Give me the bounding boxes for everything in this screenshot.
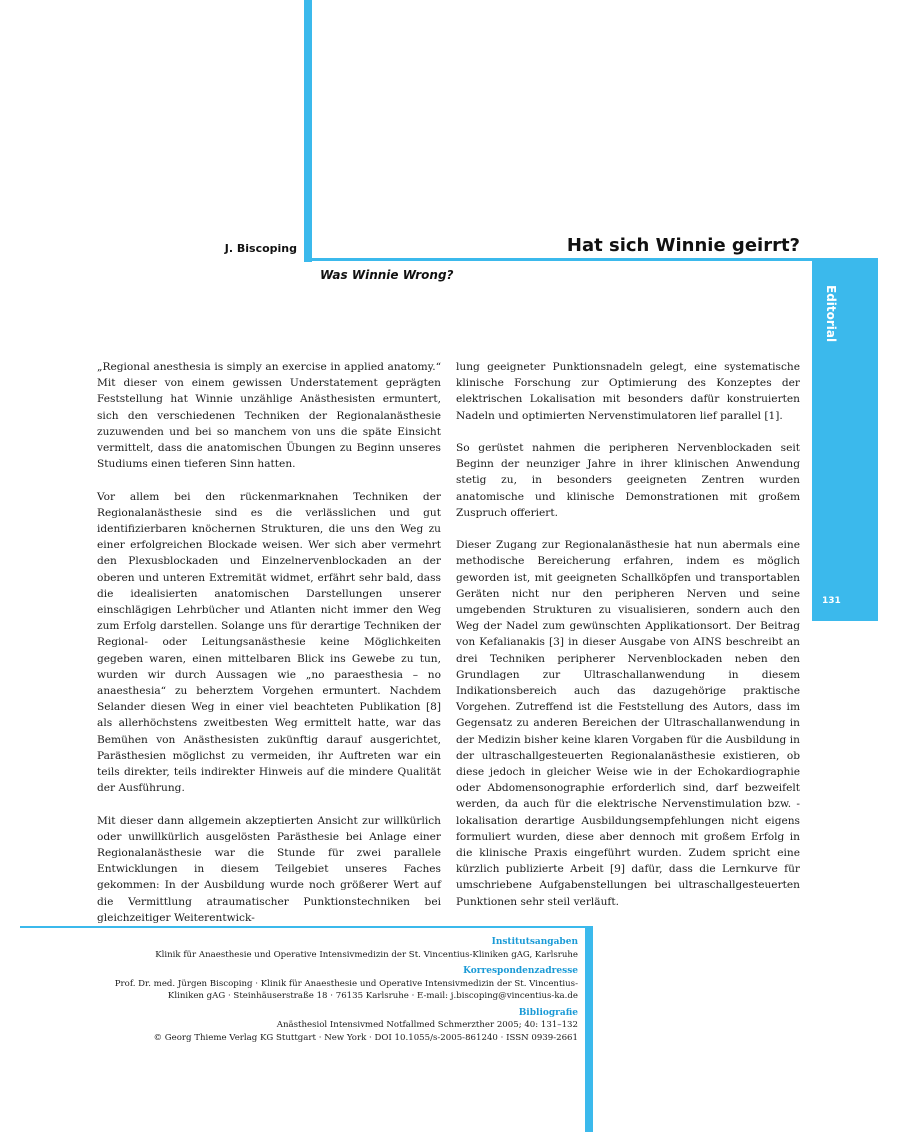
footer-rule — [20, 926, 588, 928]
section-label — [822, 285, 840, 355]
paragraph: Dieser Zugang zur Regionalanästhesie hat nun abermals eine methodische Bereicherung erfahren, indem es möglich geworden ist, mit geeigneten Schallköpfen und transportablen Geräten nicht nur den peripheren Nerven und seine umgebenden Strukturen zu visualisieren, sondern auch den Weg der Nadel zum gewünschten Applikationsort. Der Beitrag von Kefalianakis [3] in dieser Ausgabe von AINS beschreibt an drei Techniken peripherer Nervenblockaden neben den Grundlagen zur Ultraschallanwendung in diesem Indikationsbereich auch das dazugehörige praktische Vorgehen. Zutreffend ist die Feststellung des Autors, dass im Gegensatz zu anderen Bereichen der Ultraschallanwendung in der Medizin bisher keine klaren Vorgaben für die Ausbildung in der ultraschallgesteuerten Regionalanästhesie existieren, ob diese jedoch in gleicher Weise wie in der Echokardiographie oder Abdomensonographie erforderlich sind, darf bezweifelt werden, da auch für die elektrische Nervenstimulation bzw. -lokalisation derartige Ausbildungsempfehlungen nicht eigens formuliert wurden, diese aber dennoch mit großem Erfolg in die klinische Praxis eingeführt wurden. Zudem spricht eine kürzlich publizierte Arbeit [9] dafür, dass die Lernkurve für umschriebene Aufgabenstellungen bei ultraschallgesteuerten Punktionen sehr steil verläuft. — [456, 539, 800, 908]
article-subtitle: Was Winnie Wrong? — [320, 268, 454, 282]
paragraph: „Regional anesthesia is simply an exercise in applied anatomy.“ Mit dieser von einem gewissen Understatement geprägten Feststellung hat Winnie unzählige Anästhesisten ermuntert, sich den verschiedenen Techniken der Regionalanästhesie zuzuwenden und bei so manchem von uns die späte Einsicht vermittelt, dass die anatomischen Übungen zu Beginn unseres Studiums einen tieferen Sinn hatten. — [97, 361, 441, 471]
paragraph: lung geeigneter Punktionsnadeln gelegt, eine systematische klinische Forschung zur Optimierung des Konzeptes der elektrischen Lokalisation mit besonders dafür konstruierten Nadeln und optimierten Nervenstimulatoren lief parallel [1]. — [456, 361, 800, 422]
paragraph: So gerüstet nahmen die peripheren Nervenblockaden seit Beginn der neunziger Jahre in ihrer klinischen Anwendung stetig zu, in besonders geeigneten Zentren wurden anatomische und klinische Demonstrationen mit großem Zuspruch offeriert. — [456, 442, 800, 519]
body-column-right — [456, 359, 800, 910]
bibliography-heading: Bibliografie — [518, 1007, 578, 1018]
bibliography-line: © Georg Thieme Verlag KG Stuttgart · New York · DOI 10.1055/s-2005-861240 · ISSN 0939-2661 — [153, 1032, 578, 1043]
correspondence-block — [78, 965, 578, 1003]
paragraph: Mit dieser dann allgemein akzeptierten Ansicht zur willkürlich oder unwillkürlich ausgelösten Parästhesie bei Anlage einer Regionalanästhesie war die Stunde für zwei parallele Entwicklungen in diesem Teilgebiet unseres Faches gekommen: In der Ausbildung wurde noch größerer Wert auf die Vermittlung atraumatischer Punktionstechniken bei gleichzeitiger Weiterentwick- — [97, 814, 441, 924]
paragraph: Vor allem bei den rückenmarknahen Techniken der Regionalanästhesie sind es die verlässlichen und gut identifizierbaren knöchernen Strukturen, die uns den Weg zu einer erfolgreichen Blockade weisen. Wer sich aber vermehrt den Plexusblockaden und Einzelnervenblockaden an der oberen und unteren Extremität widmet, erfährt sehr bald, dass die idealisierten anatomischen Darstellungen unserer einschlägigen Lehrbücher und Atlanten nicht immer den Weg zum Erfolg darstellen. Solange uns für derartige Techniken der Regional- oder Leitungsanästhesie keine Möglichkeiten gegeben waren, einen mittelbaren Blick ins Gewebe zu tun, wurden wir durch Aussagen wie „no paraesthesia – no anaesthesia“ zu beherztem Vorgehen ermuntert. Nachdem Selander diesen Weg in einer viel beachteten Publikation [8] als allerhöchstens zweitbesten Weg ermittelt hatte, war das Bemühen von Anästhesisten zukünftig darauf ausgerichtet, Parästhesien möglichst zu vermeiden, ihr Auftreten war ein teils direkter, teils indirekter Hinweis auf die mindere Qualität der Ausführung. — [97, 490, 441, 795]
author-name: J. Biscoping — [224, 242, 297, 255]
bibliography-line: Anästhesiol Intensivmed Notfallmed Schmerzther 2005; 40: 131–132 — [276, 1020, 578, 1030]
bibliography-block — [78, 1007, 578, 1045]
page-number: 131 — [822, 596, 841, 606]
section-label-text: Editorial — [824, 285, 838, 343]
top-accent-bar — [304, 0, 312, 262]
body-column-left — [97, 359, 441, 926]
institution-heading: Institutsangaben — [491, 937, 578, 947]
correspondence-heading: Korrespondenzadresse — [463, 966, 578, 976]
title-rule — [304, 258, 878, 261]
footer-accent-bar — [585, 926, 593, 1132]
correspondence-line: Prof. Dr. med. Jürgen Biscoping · Klinik für Anaesthesie und Operative Intensivmedizin der St. Vincentius- — [114, 978, 578, 989]
correspondence-line: Kliniken gAG · Steinhäuserstraße 18 · 76135 Karlsruhe · E-mail: j.biscoping@vincentius-ka.de — [167, 991, 578, 1001]
institution-text: Klinik für Anaesthesie und Operative Intensivmedizin der St. Vincentius-Kliniken gAG, Karlsruhe — [155, 949, 578, 960]
article-title: Hat sich Winnie geirrt? — [566, 235, 800, 256]
institution-block — [78, 936, 578, 961]
article-footer — [78, 936, 578, 1048]
